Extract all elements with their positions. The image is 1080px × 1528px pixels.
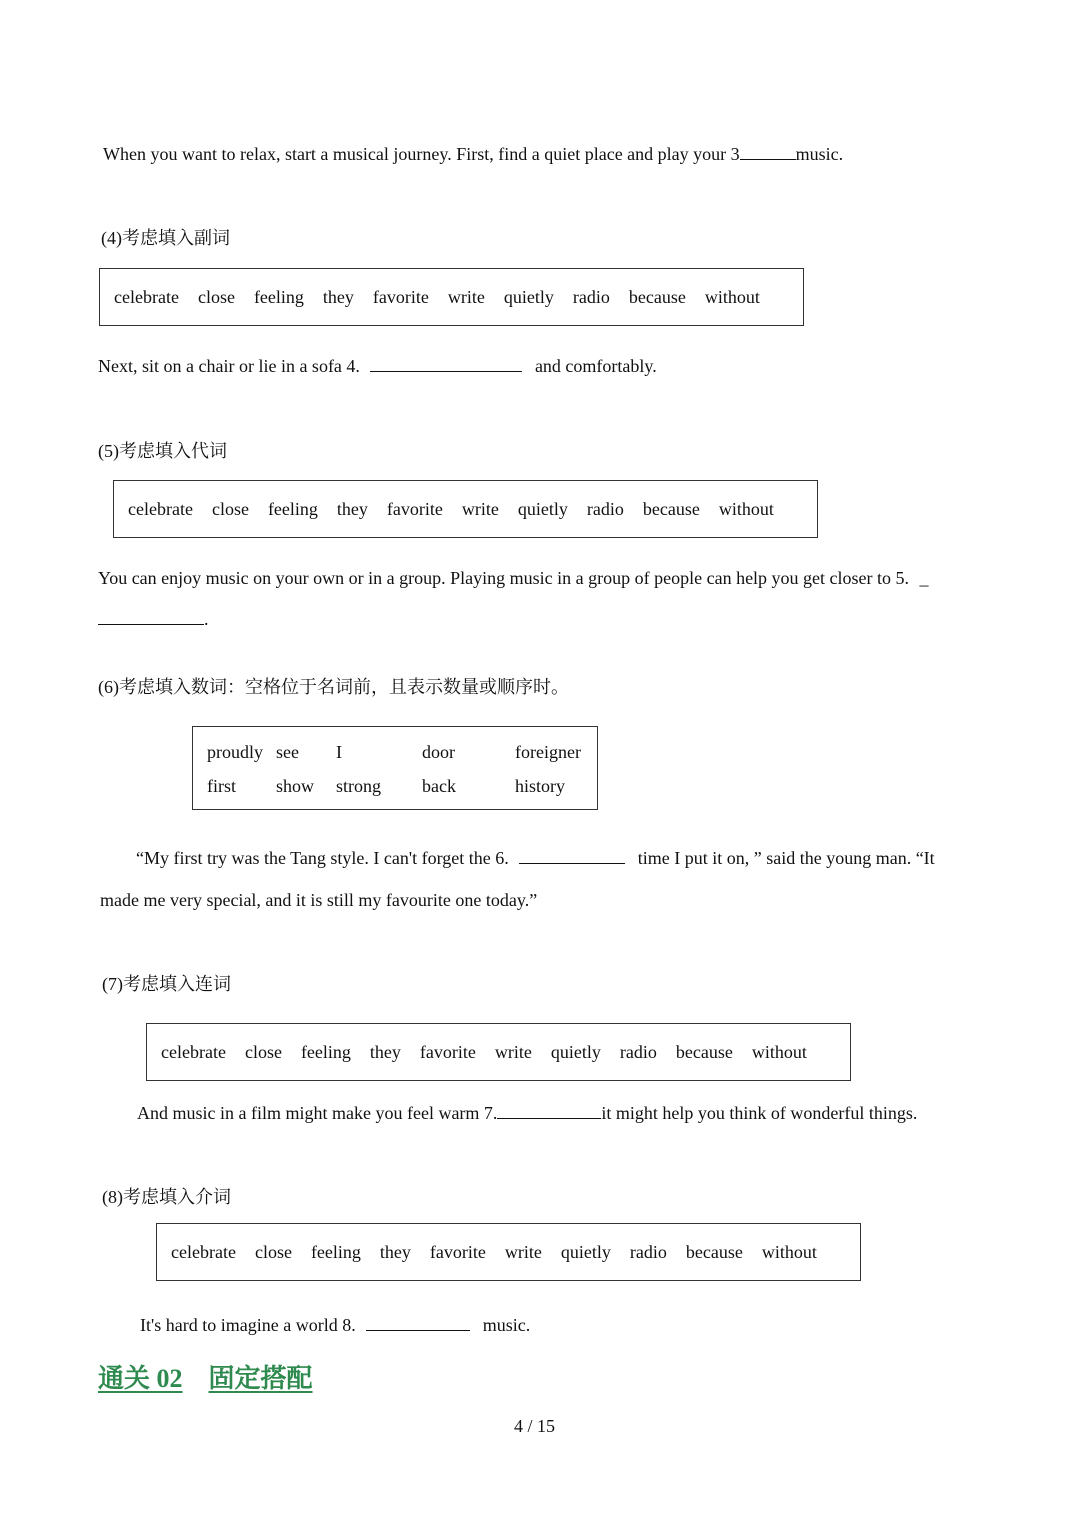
intro-sentence-text: When you want to relax, start a musical journey. First, find a quiet place and play your 3 [103, 144, 740, 164]
word: they [322, 286, 354, 307]
q4-sentence [98, 355, 657, 377]
grid-row [207, 769, 581, 803]
word: without [718, 498, 774, 519]
blank-4[interactable] [370, 355, 522, 372]
word-bank-row [157, 1224, 860, 1280]
word: see [276, 741, 299, 762]
q7-sentence [137, 1102, 917, 1124]
word: because [628, 286, 686, 307]
q5-word-bank [113, 480, 818, 538]
q6-sentence-text: “My first try was the Tang style. I can't forget the 6. [136, 848, 509, 868]
intro-sentence [103, 143, 843, 165]
word: celebrate [171, 1241, 236, 1262]
q8-sentence-text: It's hard to imagine a world 8. [140, 1315, 356, 1335]
q8-sentence-end: music. [482, 1315, 531, 1335]
grid-row [207, 735, 581, 769]
q5-sentence-text: You can enjoy music on your own or in a group. Playing music in a group of people can help you get closer to 5. [98, 568, 910, 588]
q4-word-bank [99, 268, 804, 326]
q8-word-bank [156, 1223, 861, 1281]
word: feeling [267, 498, 318, 519]
word: strong [336, 775, 381, 796]
blank-6[interactable] [519, 847, 625, 864]
blank-5[interactable] [98, 608, 204, 625]
q6-heading: (6)考虑填入数词：空格位于名词前，且表示数量或顺序时。 [98, 677, 569, 697]
blank-3[interactable] [740, 143, 796, 160]
word-bank-row [147, 1024, 850, 1080]
word: radio [586, 498, 624, 519]
q7-heading: (7)考虑填入连词 [102, 974, 231, 994]
word-bank-row [114, 481, 817, 537]
word: they [369, 1041, 401, 1062]
q5-heading: (5)考虑填入代词 [98, 441, 227, 461]
word: they [336, 498, 368, 519]
word: close [211, 498, 249, 519]
section-title-name: 固定搭配 [208, 1364, 313, 1393]
word: celebrate [128, 498, 193, 519]
word: close [197, 286, 235, 307]
word: feeling [310, 1241, 361, 1262]
word: close [254, 1241, 292, 1262]
word: write [447, 286, 485, 307]
word: show [276, 775, 315, 796]
word: history [515, 775, 566, 796]
word: write [504, 1241, 542, 1262]
word: radio [619, 1041, 657, 1062]
word: first [207, 775, 236, 796]
word-bank-row [100, 269, 803, 325]
word: favorite [372, 286, 429, 307]
word: because [642, 498, 700, 519]
word: feeling [253, 286, 304, 307]
word: foreigner [515, 741, 581, 762]
word: write [461, 498, 499, 519]
q5-blank-line [98, 608, 209, 630]
q5-sentence [98, 567, 929, 589]
q7-word-bank [146, 1023, 851, 1081]
section-title-num: 通关 02 [98, 1364, 183, 1393]
q6-word-grid [207, 735, 581, 803]
word: favorite [429, 1241, 486, 1262]
q5-sentence-tail: _ [919, 568, 929, 588]
word: because [675, 1041, 733, 1062]
word: write [494, 1041, 532, 1062]
word: they [379, 1241, 411, 1262]
q6-sentence-line2: made me very special, and it is still my favourite one today.” [100, 890, 538, 910]
q4-heading: (4)考虑填入副词 [101, 228, 230, 248]
q6-sentence-cont: time I put it on, ” said the young man. “It [637, 848, 935, 868]
word: I [336, 741, 342, 762]
q6-sentence-line1 [136, 847, 935, 869]
word: door [422, 741, 455, 762]
word: quietly [560, 1241, 611, 1262]
word: radio [572, 286, 610, 307]
word: celebrate [114, 286, 179, 307]
word: feeling [300, 1041, 351, 1062]
q5-sentence-end: . [204, 609, 209, 629]
q8-heading: (8)考虑填入介词 [102, 1187, 231, 1207]
q4-sentence-text: Next, sit on a chair or lie in a sofa 4. [98, 356, 360, 376]
word: quietly [550, 1041, 601, 1062]
word: proudly [207, 741, 263, 762]
q6-word-bank [192, 726, 598, 810]
word: back [422, 775, 456, 796]
word: quietly [503, 286, 554, 307]
word: close [244, 1041, 282, 1062]
page-number: 4 / 15 [514, 1416, 556, 1436]
word: favorite [419, 1041, 476, 1062]
q4-sentence-end: and comfortably. [534, 356, 657, 376]
q7-sentence-end: it might help you think of wonderful things. [601, 1103, 918, 1123]
q7-sentence-text: And music in a film might make you feel warm 7. [137, 1103, 498, 1123]
blank-8[interactable] [366, 1314, 470, 1331]
blank-7[interactable] [497, 1102, 601, 1119]
word: celebrate [161, 1041, 226, 1062]
word: quietly [517, 498, 568, 519]
word: without [704, 286, 760, 307]
word: favorite [386, 498, 443, 519]
word: because [685, 1241, 743, 1262]
intro-sentence-end: music. [795, 144, 844, 164]
word: radio [629, 1241, 667, 1262]
q8-sentence [140, 1314, 530, 1336]
word: without [761, 1241, 817, 1262]
word: without [751, 1041, 807, 1062]
section-title [98, 1358, 313, 1395]
